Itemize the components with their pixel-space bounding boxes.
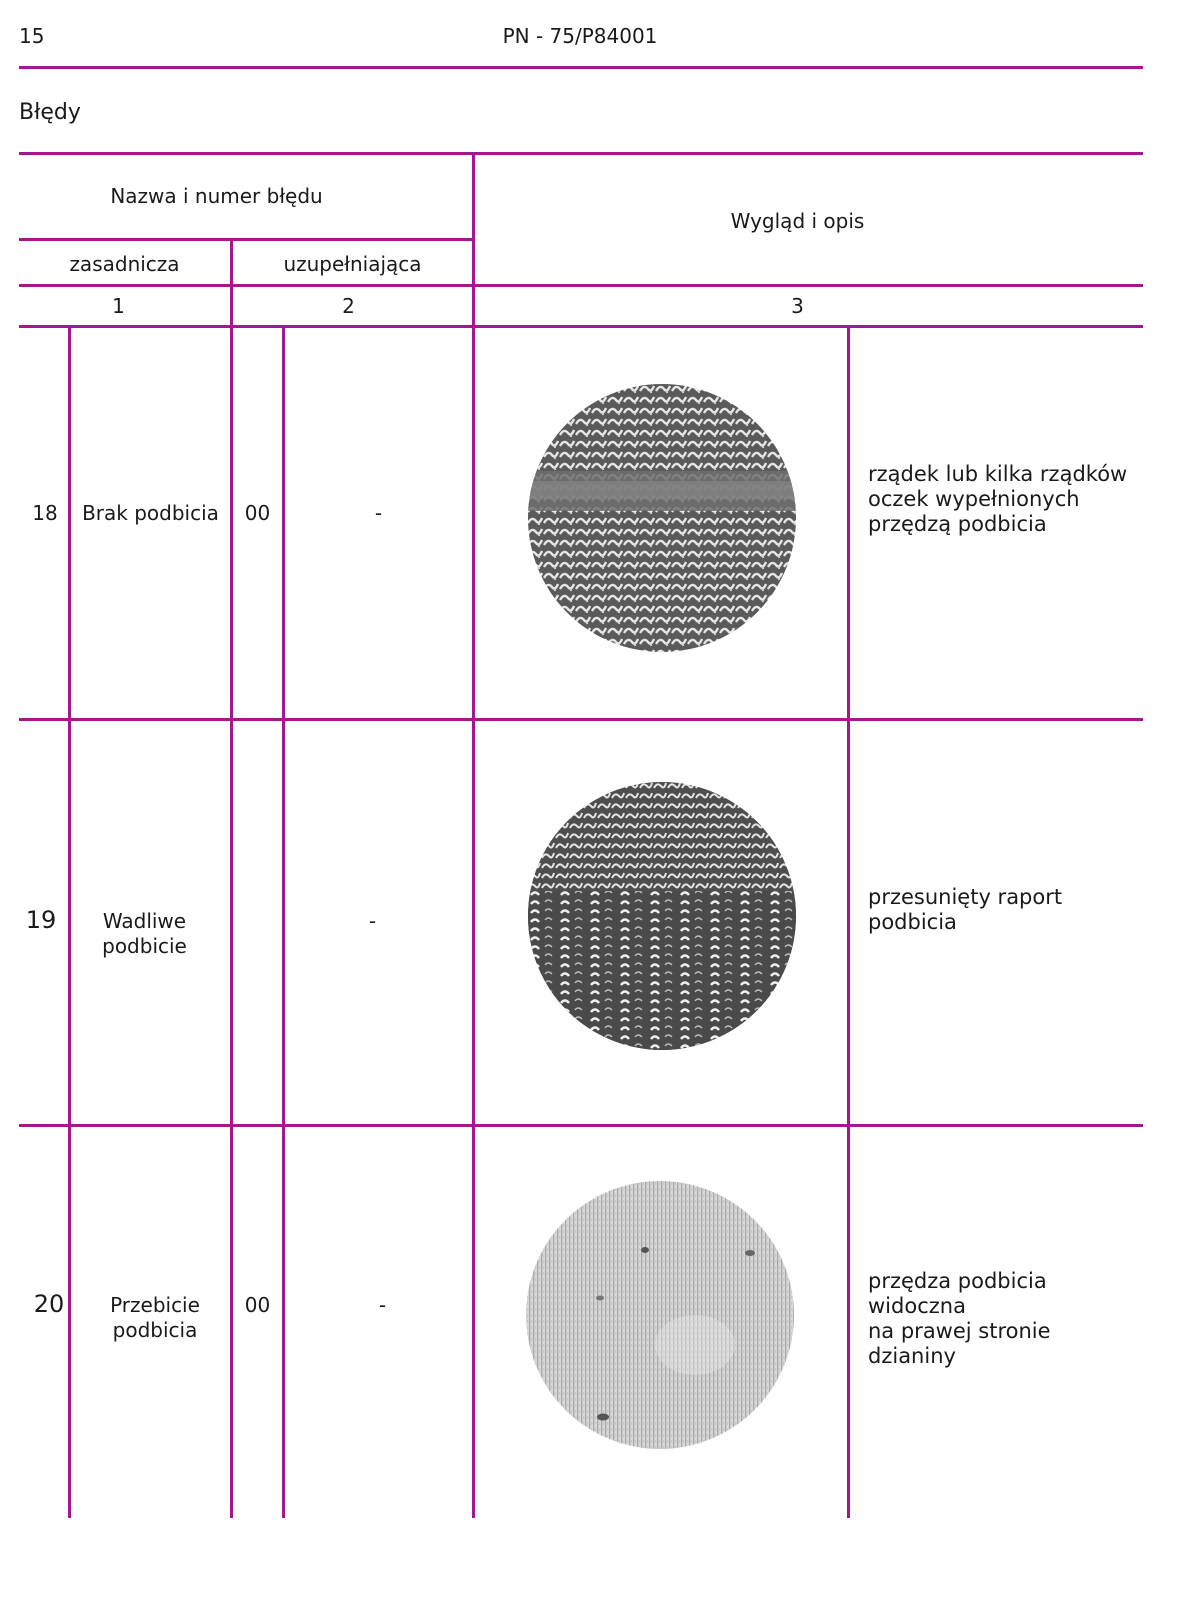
error-description: rządek lub kilka rządków oczek wypełnionych przędzą podbicia xyxy=(868,462,1128,536)
group-divider xyxy=(19,238,474,241)
error-number: 19 xyxy=(25,906,57,934)
error-description: przesunięty raport podbicia xyxy=(868,885,1063,934)
error-name: Brak podbicia xyxy=(82,501,219,525)
section-title: Błędy xyxy=(19,100,81,125)
page-number: 15 xyxy=(19,24,45,48)
error-description: przędza podbicia widoczna na prawej stronie dzianiny xyxy=(868,1269,1051,1368)
error-number: 18 xyxy=(32,501,58,525)
col-main-label: zasadnicza xyxy=(69,252,180,276)
supp-name: - xyxy=(368,909,377,933)
error-number: 20 xyxy=(33,1290,65,1318)
error-name: Wadliwe podbicie xyxy=(102,909,187,958)
supp-name: - xyxy=(378,1293,387,1317)
header-rule xyxy=(19,66,1143,69)
supp-code: 00 xyxy=(244,501,271,525)
header-divider xyxy=(19,284,1143,287)
col-appearance-label: Wygląd i opis xyxy=(730,209,865,233)
fabric-sample-image xyxy=(525,1180,795,1450)
col-index-3: 3 xyxy=(791,294,804,318)
fabric-sample-image xyxy=(527,781,797,1051)
standard-code: PN - 75/P84001 xyxy=(502,24,658,48)
supp-name: - xyxy=(374,501,383,525)
index-divider xyxy=(19,325,1143,328)
supp-code: 00 xyxy=(244,1293,271,1317)
table-top-rule xyxy=(19,152,1143,155)
col-index-2: 2 xyxy=(342,294,355,318)
col-supp-label: uzupełniająca xyxy=(283,252,422,276)
col-index-1: 1 xyxy=(112,294,125,318)
col-group-label: Nazwa i numer błędu xyxy=(110,184,323,208)
error-name: Przebicie podbicia xyxy=(110,1293,200,1342)
row-divider-2 xyxy=(19,1124,1143,1127)
vline-image-desc xyxy=(847,325,850,1518)
fabric-sample-image xyxy=(527,383,797,653)
row-divider-1 xyxy=(19,718,1143,721)
